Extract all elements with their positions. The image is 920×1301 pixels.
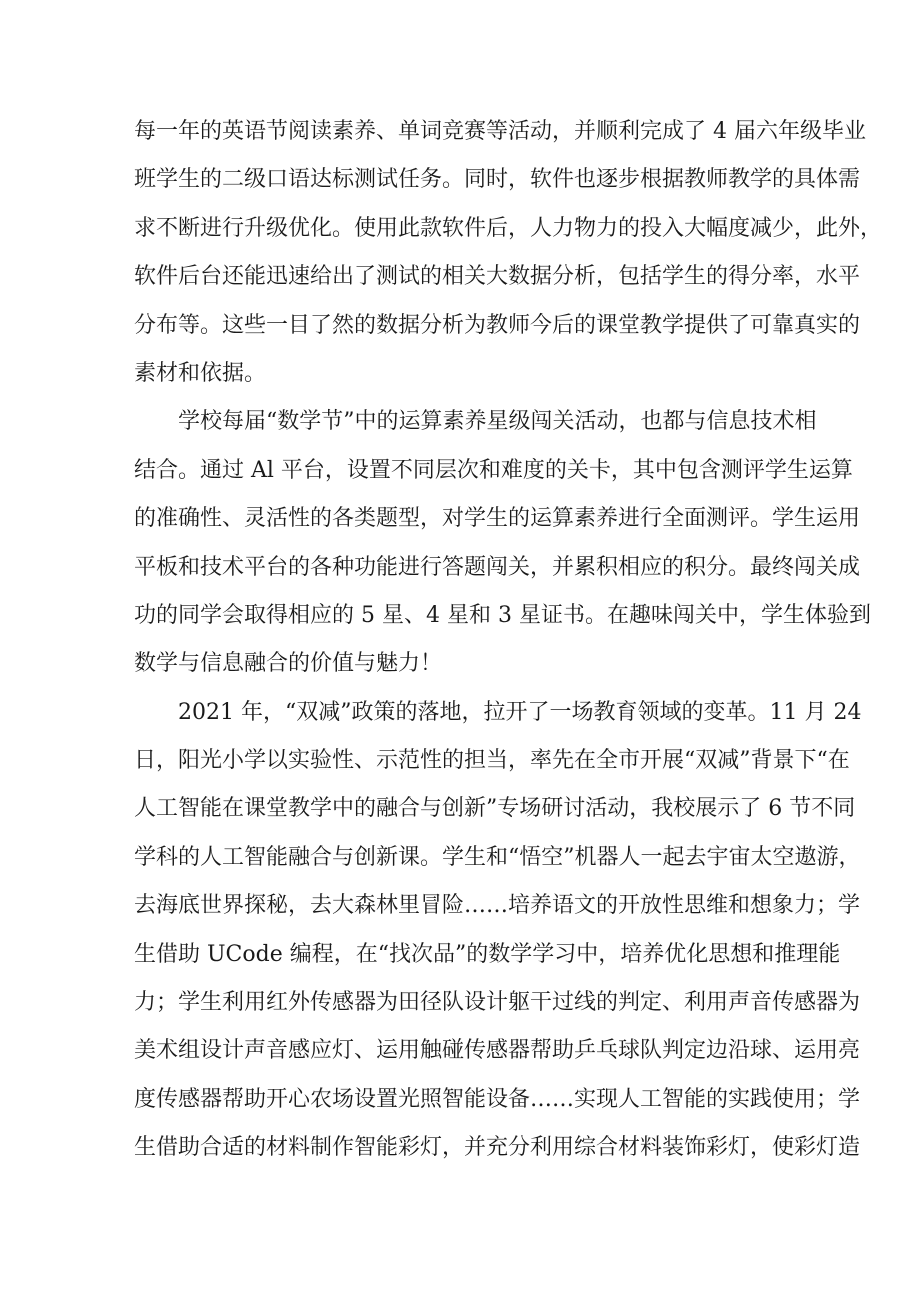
text-line: 力；学生利用红外传感器为田径队设计躯干过线的判定、利用声音传感器为 [134, 990, 861, 1016]
text-line: 美术组设计声音感应灯、运用触碰传感器帮助乒乓球队判定边沿球、运用亮 [134, 1038, 861, 1064]
text-line: 人工智能在课堂教学中的融合与创新”专场研讨活动，我校展示了 6 节不同 [134, 796, 856, 822]
paragraph [134, 398, 871, 688]
text-line: 每一年的英语节阅读素养、单词竞赛等活动，并顺利完成了 4 届六年级毕业 [134, 119, 866, 144]
text-line: 生借助合适的材料制作智能彩灯，并充分利用综合材料装饰彩灯，使彩灯造 [134, 1135, 861, 1161]
text-line: 平板和技术平台的各种功能进行答题闯关，并累积相应的积分。最终闯关成 [134, 554, 861, 580]
text-line: 学校每届“数学节”中的运算素养星级闯关活动，也都与信息技术相 [178, 409, 817, 435]
text-line: 素材和依据。 [134, 360, 267, 386]
text-line: 生借助 UCode 编程，在“找次品”的数学学习中，培养优化思想和推理能 [134, 941, 841, 967]
text-line: 软件后台还能迅速给出了测试的相关大数据分析，包括学生的得分率，水平 [134, 264, 861, 290]
text-line: 学科的人工智能融合与创新课。学生和“悟空”机器人一起去宇宙太空遨游， [134, 844, 861, 870]
text-line: 功的同学会取得相应的 5 星、4 星和 3 星证书。在趣味闯关中，学生体验到 [134, 602, 871, 628]
body-text [134, 108, 883, 1173]
text-line: 日，阳光小学以实验性、示范性的担当，率先在全市开展“双减”背景下“在 [134, 748, 850, 774]
text-line: 结合。通过 Al 平台，设置不同层次和难度的关卡，其中包含测评学生运算 [134, 457, 853, 483]
text-line: 2021 年，“双减”政策的落地，拉开了一场教育领域的变革。11 月 24 [178, 699, 862, 725]
text-line: 数学与信息融合的价值与魅力！ [134, 651, 443, 677]
text-line: 度传感器帮助开心农场设置光照智能设备……实现人工智能的实践使用；学 [134, 1086, 861, 1112]
paragraph [134, 108, 883, 398]
paragraph [134, 689, 862, 1173]
text-line: 求不断进行升级优化。使用此款软件后，人力物力的投入大幅度减少，此外， [134, 215, 883, 241]
text-line: 的准确性、灵活性的各类题型，对学生的运算素养进行全面测评。学生运用 [134, 506, 861, 532]
text-line: 分布等。这些一目了然的数据分析为教师今后的课堂教学提供了可靠真实的 [134, 312, 861, 338]
text-line: 去海底世界探秘，去大森林里冒险……培养语文的开放性思维和想象力；学 [134, 893, 861, 919]
text-line: 班学生的二级口语达标测试任务。同时，软件也逐步根据教师教学的具体需 [134, 167, 861, 193]
